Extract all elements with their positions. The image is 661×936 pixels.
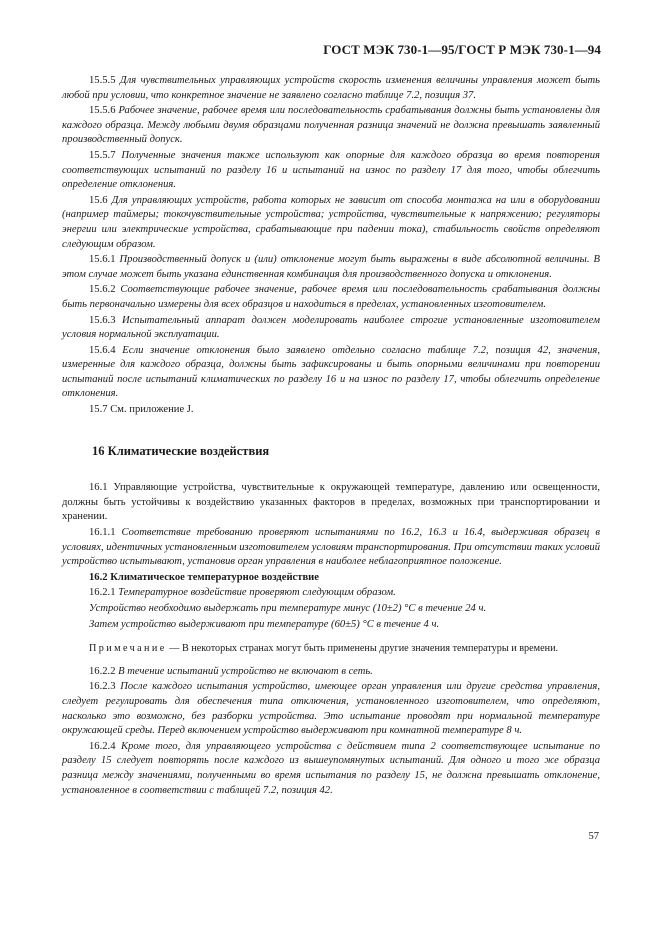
clause-16-2-1 [62, 586, 600, 601]
clause-text: Кроме того, для управляющего устройства с действием типа 2 соответствующее испытание по разделу 15 следует повторять после каждого из вышеупомянутых испытаний. Для одного и того же образца разница между значениями, полученными во время испытания по разделу 15, не должна превышать отклонение, установленное в соответствии с таблицей 7.2, позиция 42. [62, 740, 600, 796]
clause-text: Если значение отклонения было заявлено отдельно согласно таблице 7.2, позиция 42, значения, измеренные для каждого образца, должны быть зафиксированы и быть опорными величинами при повторении испытаний после испытаний климатических по разделу 16 и на износ по разделу 17, чтобы облегчить определение отклонения. [62, 344, 601, 400]
clause-number: 15.5.7 [89, 149, 116, 161]
note-label: Примечание [89, 643, 167, 655]
clause-16-1 [62, 481, 600, 525]
clause-15-7 [62, 403, 600, 418]
clause-number: 16.2.3 [89, 681, 116, 693]
clause-text: Управляющие устройства, чувствительные к окружающей температуре, давлению или освещенности, должны быть устойчивы к воздействию указанных факторов в пределах, возможных при транспортировании и хранении. [62, 482, 601, 523]
clause-15-5-7 [62, 149, 600, 193]
clause-number: 15.5.6 [89, 105, 116, 117]
document-header: ГОСТ МЭК 730-1—95/ГОСТ Р МЭК 730-1—94 [323, 42, 601, 57]
clause-number: 16.2.1 [89, 587, 116, 599]
clause-text: Испытательный аппарат должен моделировать наиболее строгие установленные изготовителем условия нормальной эксплуатации. [62, 314, 600, 341]
clause-text: В течение испытаний устройство не включают в сеть. [118, 665, 373, 677]
clause-15-6 [62, 194, 600, 252]
clause-15-6-1 [62, 253, 600, 282]
note-text: — В некоторых странах могут быть применены другие значения температуры и времени. [169, 643, 559, 655]
clause-16-2-heading [62, 571, 600, 586]
clause-text: Температурное воздействие проверяют следующим образом. [118, 587, 396, 599]
clause-text: Соответствующие рабочее значение, рабочее время или последовательность срабатывания должны быть первоначально измерены для всех образцов и находиться в пределах, установленных изготовителем. [62, 284, 600, 310]
clause-15-5-6 [62, 104, 600, 148]
clause-number: 15.6.1 [89, 254, 116, 266]
clause-text: Для управляющих устройств, работа которых не зависит от способа монтажа на или в оборудовании (например таймеры; токочувствительные устройства; устройства, чувствительные к напряжению; регуляторы энергии или электрические устройства, срабатывающие при падении тока), стабильность свойств определяют следующим образом. [62, 194, 600, 250]
clause-number: 15.6.4 [89, 344, 116, 356]
clause-16-2-2 [62, 665, 600, 680]
clause-number: 15.6.2 [89, 284, 116, 296]
clause-15-6-2 [62, 283, 600, 312]
clause-15-6-4 [62, 344, 600, 402]
clause-number: 15.7 [89, 404, 108, 416]
page-content [62, 74, 600, 799]
clause-16-2-3 [62, 680, 600, 738]
note [62, 642, 600, 656]
clause-text: Полученные значения также используют как опорные для каждого образца во время повторения соответствующих испытаний по разделу 16 и испытаний на износ по разделу 17 для того, чтобы облегчить определение отклонения. [62, 149, 600, 191]
clause-heading: Климатическое температурное воздействие [110, 571, 319, 583]
clause-16-2-4 [62, 740, 600, 798]
condition-line-2: Затем устройство выдерживают при температуре (60±5) °С в течение 4 ч. [89, 618, 440, 630]
clause-number: 16.2.2 [89, 665, 116, 677]
clause-number: 15.6.3 [89, 314, 116, 326]
clause-16-1-1 [62, 526, 600, 570]
clause-15-5-5 [62, 74, 600, 103]
condition-line-1: Устройство необходимо выдержать при температуре минус (10±2) °С в течение 24 ч. [89, 603, 487, 614]
clause-text: После каждого испытания устройство, имеющее орган управления или другие средства управления, следует регулировать для обеспечения типа отключения, установленного изготовителем, что определяют, насколько это возможно, без разборки устройства. Это испытание проводят при нормальной температуре окружающей среды. Перед включением устройство выдерживают при комнатной температуре 8 ч. [62, 681, 600, 737]
clause-number: 16.2 [89, 571, 108, 583]
clause-text: Для чувствительных управляющих устройств скорость изменения величины управления может быть любой при условии, что конкретное значение не заявлено согласно таблице 7.2, позиция 37. [62, 75, 600, 101]
clause-number: 16.2.4 [89, 740, 116, 752]
section-title: 16 Климатические воздействия [92, 443, 270, 458]
clause-text: Производственный допуск и (или) отклонение могут быть выражены в виде абсолютной величины. В этом случае может быть указана единственная комбинация для производственного допуска и отклонения. [62, 254, 600, 280]
clause-number: 15.6 [89, 194, 108, 206]
clause-number: 15.5.5 [89, 75, 116, 86]
clause-text: Соответствие требованию проверяют испытаниями по 16.2, 16.3 и 16.4, выдерживая образец в условиях, идентичных установленным изготовителем условиям транспортирования. При отсутствии таких условий устройство испытывают, установив орган управления в наиболее неблагоприятное положение. [62, 527, 600, 568]
clause-number: 16.1 [89, 482, 108, 494]
clause-text: Рабочее значение, рабочее время или последовательность срабатывания должны быть установлены для каждого образца. Между любыми двумя образцами полученная разница значений не должна превышать заявленный производственный допуск. [62, 105, 600, 146]
clause-number: 16.1.1 [89, 527, 116, 539]
clause-text: См. приложение J. [110, 404, 194, 416]
page-number: 57 [588, 831, 599, 842]
clause-15-6-3 [62, 314, 600, 343]
